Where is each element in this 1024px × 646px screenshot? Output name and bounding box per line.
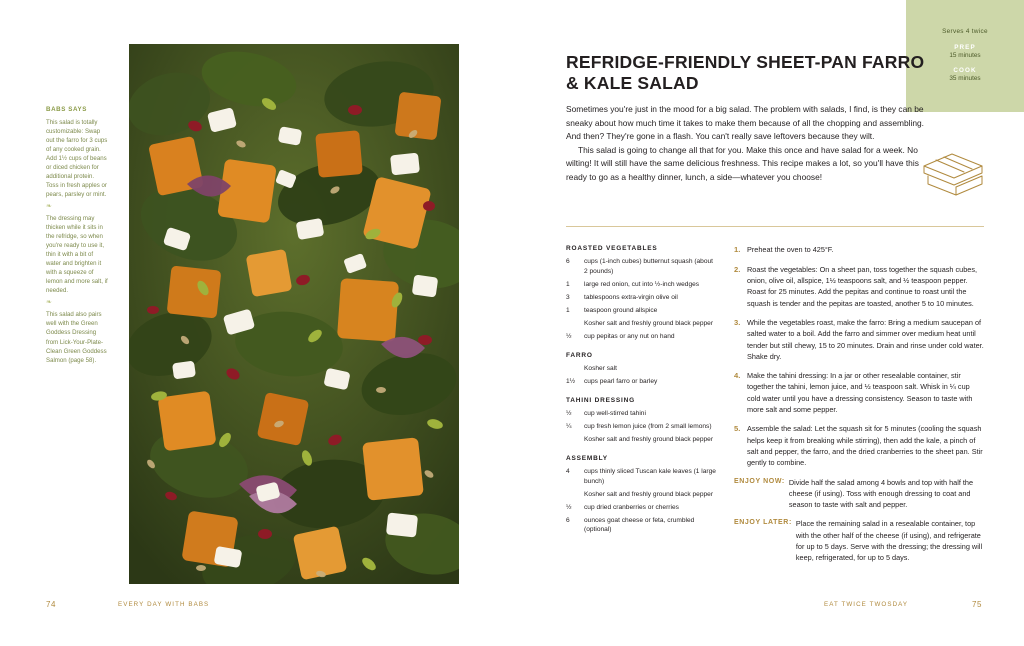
step-number: 3. [734,317,741,327]
ingredient-group-heading: FARRO [566,351,593,359]
headnote-paragraph-1: Sometimes you're just in the mood for a big salad. The problem with salads, I find, is they can be sneaky about how much time it takes to make them because of all the chopping and assembling. And then? They're gone in a flash. You can't really save leftovers because they wilt. [566,104,925,142]
page-number-right: 75 [972,600,982,609]
ingredients-list [566,244,716,539]
step-text: Assemble the salad: Let the squash sit for 5 minutes (cooling the squash helps keep it from breaking while stirring), then add the kale, a pinch of salt and pepper, the farro, and the dried cranberries to the sheet pan. Stir gently to combine. [747,424,983,468]
ingredient-item [566,332,716,342]
ingredient-text: cup fresh lemon juice (from 2 small lemons) [584,423,712,431]
enjoy-later-text: Place the remaining salad in a resealable container, top with the other half of the cheese (if using), and refrigerate for up to 5 days. Serve with the dressing; the dressing will keep, refrigerated, for up to 5 days. [795,519,983,563]
ingredient-item [566,516,716,535]
ingredient-text: Kosher salt [584,365,617,373]
ingredient-amount [566,364,584,374]
ingredient-text: Kosher salt and freshly ground black pepper [584,490,714,498]
enjoy-now-label: ENJOY NOW: [734,477,785,485]
ingredient-item [566,422,716,432]
ingredient-text: cups (1-inch cubes) butternut squash (about 2 pounds) [584,258,714,275]
ingredient-item [566,435,716,445]
ingredient-item [566,306,716,316]
ingredient-text: tablespoons extra-virgin olive oil [584,294,678,302]
step-number: 2. [734,264,741,274]
recipe-step [734,423,984,468]
babs-says-paragraph-1: This salad is totally customizable: Swap out the farro for 3 cups of any cooked grain. Add 1½ cups of beans or diced chicken for additional protein. Toss in fresh apples or pears, parsley or mint. [46,119,108,199]
leaf-divider-icon: ❧ [46,299,52,307]
enjoy-later-note [734,518,984,563]
serves-text: Serves 4 twice [942,28,988,35]
section-divider [566,226,984,227]
enjoy-later-label: ENJOY LATER: [734,519,792,527]
step-number: 5. [734,424,741,434]
ingredient-amount: 4 [566,468,570,476]
cook-value: 35 minutes [949,75,981,82]
ingredient-amount: 1 [566,281,570,289]
cook-label: COOK [953,67,977,74]
ingredient-amount [566,319,584,329]
enjoy-now-text: Divide half the salad among 4 bowls and top with half the cheese (if using). Toss with enough dressing to coat and season to taste with salt and pepper. [788,477,974,510]
ingredient-item [566,364,716,374]
recipe-steps [734,244,984,572]
ingredient-group-heading: ROASTED VEGETABLES [566,245,658,252]
ingredient-text: ounces goat cheese or feta, crumbled (optional) [584,516,695,534]
ingredient-text: Kosher salt and freshly ground black pepper [584,436,714,444]
ingredient-text: cup well-stirred tahini [584,410,646,418]
ingredient-item [566,257,716,276]
ingredient-text: large red onion, cut into ½-inch wedges [584,281,700,289]
ingredient-item [566,503,716,513]
ingredient-item [566,467,716,486]
ingredient-group-heading: ASSEMBLY [566,454,608,462]
ingredient-amount: ¼ [566,423,572,431]
recipe-headnote [566,103,928,185]
step-number: 4. [734,371,741,381]
running-head-right: EAT TWICE TWOSDAY [824,601,909,608]
prep-label: PREP [954,44,976,51]
ingredient-amount [566,435,584,445]
ingredient-group-heading: TAHINI DRESSING [566,396,635,404]
ingredient-item [566,319,716,329]
babs-says-title: BABS SAYS [46,106,87,113]
babs-says-paragraph-3: This salad also pairs well with the Green Goddess Dressing from Lick-Your-Plate-Clean Green Goddess Salmon (page 58). [46,311,107,364]
ingredient-text: Kosher salt and freshly ground black pepper [584,320,714,328]
recipe-step [734,264,984,309]
enjoy-now-note [734,477,984,511]
ingredient-item [566,377,716,387]
recipe-step [734,244,984,256]
ingredient-amount: ½ [566,410,572,418]
ingredient-text: teaspoon ground allspice [584,307,658,315]
recipe-title: REFRIDGE-FRIENDLY SHEET-PAN FARRO & KALE SALAD [566,51,925,94]
babs-says-paragraph-2: The dressing may thicken while it sits in the refridge, so when you're ready to use it, thin it with a bit of water and brighten it with a squeeze of lemon and more salt, if needed. [46,215,108,295]
ingredient-text: cup pepitas or any nut on hand [584,333,675,341]
recipe-step [734,370,984,415]
ingredient-amount: 1 [566,307,570,315]
recipe-step [734,317,984,362]
ingredient-amount: ½ [566,333,572,341]
step-text: While the vegetables roast, make the farro: Bring a medium saucepan of salted water to a boil. Add the farro and simmer over medium heat until tender but still chewy, 15 to 20 minutes. Drain and rinse under cold water. Shake dry. [747,317,984,361]
step-text: Roast the vegetables: On a sheet pan, toss together the squash cubes, onion, olive oil, allspice, 1½ teaspoons salt, and ½ teaspoon pepper. Roast for 25 minutes. Add the pepitas and continue to roast until the squash is tender and the pepitas are toasted, another 5 to 10 minutes. [747,264,978,308]
food-storage-container-illustration [916,140,988,200]
step-text: Make the tahini dressing: In a jar or other resealable container, stir together the tahini, lemon juice, and ½ teaspoon salt. Whisk in ¼ cup cold water until you have a dressing consistency. Season to taste with more salt and some pepper. [747,371,973,415]
ingredient-item [566,293,716,303]
headnote-paragraph-2: This salad is going to change all that for you. Make this once and have salad for a week. No wilting! It will still have the same delicious freshness. This recipe makes a lot, so you'll have this ready to go as a healthy dinner, lunch, a side—whatever you choose! [566,144,919,183]
step-text: Preheat the oven to 425°F. [747,245,834,254]
ingredient-amount: 6 [566,516,570,524]
ingredient-amount: 6 [566,258,570,266]
ingredient-item [566,280,716,290]
ingredient-item [566,490,716,500]
leaf-divider-icon: ❧ [46,203,52,211]
ingredient-item [566,409,716,419]
ingredient-amount [566,490,584,500]
right-page [512,0,1024,646]
recipe-photo [129,44,459,584]
ingredient-amount: 3 [566,294,570,302]
ingredient-text: cups thinly sliced Tuscan kale leaves (1 large bunch) [584,468,716,485]
prep-value: 15 minutes [949,52,981,59]
ingredient-amount: ½ [566,503,572,511]
ingredient-amount: 1½ [566,378,576,386]
ingredient-text: cups pearl farro or barley [584,378,658,386]
running-head-left: EVERY DAY WITH BABS [118,601,210,608]
ingredient-text: cup dried cranberries or cherries [584,503,679,511]
page-number-left: 74 [46,600,56,609]
babs-says-sidebar [46,105,108,369]
step-number: 1. [734,245,741,254]
